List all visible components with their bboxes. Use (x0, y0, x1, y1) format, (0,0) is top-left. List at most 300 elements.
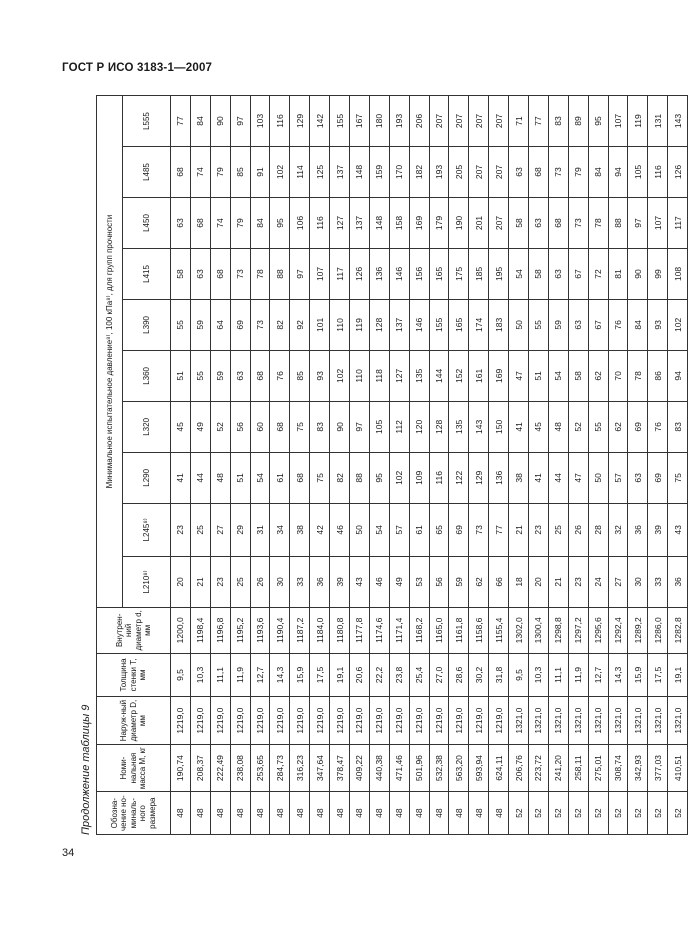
table-cell: 127 (389, 350, 409, 401)
table-row (190, 96, 210, 835)
table-cell: 378,47 (330, 744, 350, 792)
table-cell: 99 (648, 248, 668, 299)
table-row (449, 96, 469, 835)
table-cell: 55 (190, 350, 210, 401)
table-cell: 193 (429, 147, 449, 198)
table-cell: 1171,4 (389, 608, 409, 654)
table-cell: 48 (210, 792, 230, 835)
table-cell: 409,22 (350, 744, 370, 792)
table-cell: 48 (250, 792, 270, 835)
table-cell: 31 (250, 503, 270, 556)
table-row (588, 96, 608, 835)
table-cell: 73 (469, 503, 489, 556)
table-cell: 20 (171, 556, 191, 607)
table-row (210, 96, 230, 835)
header-pressure-group: Минимальное испытательное давление⁸⁾, 100 кПа⁸⁾, для групп прочности (97, 96, 123, 608)
table-cell: 143 (668, 96, 688, 147)
table-cell: 193 (389, 96, 409, 147)
table-cell: 46 (369, 556, 389, 607)
table-cell: 142 (310, 96, 330, 147)
table-cell: 223,72 (529, 744, 549, 792)
table-cell: 377,03 (648, 744, 668, 792)
table-cell: 20 (529, 556, 549, 607)
table-cell: 58 (568, 350, 588, 401)
table-cell: 143 (469, 401, 489, 452)
header-wall-thickness: Толщина стенки T, мм (97, 653, 171, 697)
table-cell: 50 (588, 452, 608, 503)
table-cell: 55 (588, 401, 608, 452)
table-cell: 1295,6 (588, 608, 608, 654)
table-cell: 45 (529, 401, 549, 452)
table-cell: 27 (210, 503, 230, 556)
table-cell: 30,2 (469, 653, 489, 697)
header-grade: L390 (123, 299, 171, 350)
table-cell: 14,3 (270, 653, 290, 697)
table-row (290, 96, 310, 835)
table-cell: 136 (489, 452, 509, 503)
table-cell: 120 (409, 401, 429, 452)
table-cell: 91 (250, 147, 270, 198)
table-cell: 156 (409, 248, 429, 299)
table-cell: 155 (429, 299, 449, 350)
table-cell: 1184,0 (310, 608, 330, 654)
header-grade: L210⁸⁾ (123, 556, 171, 607)
table-cell: 1219,0 (310, 697, 330, 745)
table-cell: 137 (330, 147, 350, 198)
table-cell: 11,9 (230, 653, 250, 697)
table-cell: 73 (568, 198, 588, 249)
table-cell: 75 (668, 452, 688, 503)
table-cell: 89 (568, 96, 588, 147)
table-cell: 19,1 (668, 653, 688, 697)
table-cell: 68 (548, 198, 568, 249)
table-cell: 33 (290, 556, 310, 607)
table-cell: 78 (588, 198, 608, 249)
table-cell: 44 (190, 452, 210, 503)
table-cell: 81 (608, 248, 628, 299)
table-cell: 275,01 (588, 744, 608, 792)
table-cell: 179 (429, 198, 449, 249)
table-cell: 45 (171, 401, 191, 452)
table-cell: 62 (469, 556, 489, 607)
table-cell: 10,3 (190, 653, 210, 697)
table-cell: 30 (628, 556, 648, 607)
table-cell: 563,20 (449, 744, 469, 792)
table-cell: 170 (389, 147, 409, 198)
table-cell: 63 (568, 299, 588, 350)
table-cell: 1298,8 (548, 608, 568, 654)
table-cell: 74 (210, 198, 230, 249)
table-cell: 23 (529, 503, 549, 556)
table-cell: 1196,8 (210, 608, 230, 654)
table-cell: 54 (548, 350, 568, 401)
table-cell: 51 (230, 452, 250, 503)
table-cell: 38 (290, 503, 310, 556)
table-cell: 82 (270, 299, 290, 350)
table-cell: 59 (449, 556, 469, 607)
table-cell: 59 (210, 350, 230, 401)
table-cell: 182 (409, 147, 429, 198)
table-cell: 26 (250, 556, 270, 607)
table-cell: 1219,0 (449, 697, 469, 745)
table-cell: 532,38 (429, 744, 449, 792)
table-cell: 1168,2 (409, 608, 429, 654)
table-cell: 85 (290, 350, 310, 401)
table-cell: 66 (489, 556, 509, 607)
table-cell: 63 (628, 452, 648, 503)
table-cell: 65 (429, 503, 449, 556)
table-cell: 1198,4 (190, 608, 210, 654)
table-cell: 32 (608, 503, 628, 556)
table-cell: 68 (171, 147, 191, 198)
table-cell: 1321,0 (548, 697, 568, 745)
table-row (389, 96, 409, 835)
table-cell: 73 (250, 299, 270, 350)
table-cell: 1158,6 (469, 608, 489, 654)
table-cell: 28 (588, 503, 608, 556)
table-cell: 116 (270, 96, 290, 147)
table-row (409, 96, 429, 835)
table-row (171, 96, 191, 835)
table-cell: 1300,4 (529, 608, 549, 654)
table-cell: 1219,0 (429, 697, 449, 745)
table-cell: 129 (290, 96, 310, 147)
table-cell: 174 (469, 299, 489, 350)
table-cell: 73 (230, 248, 250, 299)
table-cell: 76 (270, 350, 290, 401)
table-cell: 1321,0 (628, 697, 648, 745)
table-cell: 161 (469, 350, 489, 401)
pipe-data-table (96, 95, 688, 835)
table-cell: 69 (628, 401, 648, 452)
table-cell: 1219,0 (369, 697, 389, 745)
header-grade: L555 (123, 96, 171, 147)
table-cell: 1219,0 (171, 697, 191, 745)
table-cell: 1219,0 (230, 697, 250, 745)
table-cell: 1321,0 (608, 697, 628, 745)
table-cell: 1289,2 (628, 608, 648, 654)
table-cell: 175 (449, 248, 469, 299)
table-cell: 52 (210, 401, 230, 452)
table-cell: 1187,2 (290, 608, 310, 654)
table-cell: 20,6 (350, 653, 370, 697)
table-cell: 126 (350, 248, 370, 299)
table-cell: 102 (270, 147, 290, 198)
table-cell: 78 (250, 248, 270, 299)
table-cell: 1219,0 (210, 697, 230, 745)
table-cell: 9,5 (509, 653, 529, 697)
table-cell: 21 (190, 556, 210, 607)
table-cell: 180 (369, 96, 389, 147)
table-cell: 85 (230, 147, 250, 198)
table-cell: 58 (171, 248, 191, 299)
table-cell: 29 (230, 503, 250, 556)
table-cell: 1155,4 (489, 608, 509, 654)
header-designation: Обозна-чение но-миналь-ного размера (97, 792, 171, 835)
table-cell: 253,65 (250, 744, 270, 792)
table-row (509, 96, 529, 835)
table-cell: 1219,0 (250, 697, 270, 745)
table-cell: 70 (608, 350, 628, 401)
table-cell: 97 (230, 96, 250, 147)
table-cell: 165 (449, 299, 469, 350)
header-inner-diameter: Внутрен-ний диаметр d, мм (97, 608, 171, 654)
table-cell: 36 (668, 556, 688, 607)
table-cell: 34 (270, 503, 290, 556)
table-cell: 94 (608, 147, 628, 198)
table-cell: 48 (389, 792, 409, 835)
table-cell: 76 (648, 401, 668, 452)
table-cell: 119 (628, 96, 648, 147)
table-cell: 48 (210, 452, 230, 503)
table-cell: 207 (429, 96, 449, 147)
header-mass: Номи-нальная масса M, кг (97, 744, 171, 792)
table-cell: 207 (469, 147, 489, 198)
table-cell: 97 (350, 401, 370, 452)
table-cell: 205 (449, 147, 469, 198)
table-cell: 75 (310, 452, 330, 503)
table-cell: 440,38 (369, 744, 389, 792)
table-cell: 58 (509, 198, 529, 249)
table-cell: 222,49 (210, 744, 230, 792)
table-cell: 122 (449, 452, 469, 503)
table-cell: 190 (449, 198, 469, 249)
table-cell: 158 (389, 198, 409, 249)
table-cell: 9,5 (171, 653, 191, 697)
table-cell: 61 (270, 452, 290, 503)
table-row (350, 96, 370, 835)
table-cell: 167 (350, 96, 370, 147)
table-cell: 51 (529, 350, 549, 401)
table-cell: 135 (449, 401, 469, 452)
table-cell: 25 (230, 556, 250, 607)
table-cell: 77 (529, 96, 549, 147)
table-cell: 82 (330, 452, 350, 503)
table-cell: 1193,6 (250, 608, 270, 654)
header-grade: L320 (123, 401, 171, 452)
table-cell: 83 (668, 401, 688, 452)
table-row (628, 96, 648, 835)
table-cell: 56 (230, 401, 250, 452)
table-cell: 501,96 (409, 744, 429, 792)
table-row (548, 96, 568, 835)
table-cell: 52 (548, 792, 568, 835)
table-cell: 36 (310, 556, 330, 607)
table-cell: 102 (668, 299, 688, 350)
table-cell: 48 (350, 792, 370, 835)
table-cell: 165 (429, 248, 449, 299)
table-cell: 107 (608, 96, 628, 147)
table-cell: 207 (489, 96, 509, 147)
table-cell: 1282,8 (668, 608, 688, 654)
table-cell: 61 (409, 503, 429, 556)
table-cell: 109 (409, 452, 429, 503)
table-cell: 24 (588, 556, 608, 607)
table-cell: 31,8 (489, 653, 509, 697)
table-cell: 63 (548, 248, 568, 299)
table-cell: 1219,0 (469, 697, 489, 745)
table-cell: 64 (210, 299, 230, 350)
header-grade: L360 (123, 350, 171, 401)
table-cell: 169 (409, 198, 429, 249)
table-row (330, 96, 350, 835)
table-cell: 48 (449, 792, 469, 835)
table-cell: 63 (529, 198, 549, 249)
table-cell: 116 (648, 147, 668, 198)
table-cell: 1219,0 (409, 697, 429, 745)
table-cell: 69 (230, 299, 250, 350)
table-row (429, 96, 449, 835)
table-cell: 86 (648, 350, 668, 401)
table-cell: 97 (290, 248, 310, 299)
table-cell: 59 (190, 299, 210, 350)
table-cell: 128 (429, 401, 449, 452)
table-cell: 1321,0 (509, 697, 529, 745)
table-cell: 62 (608, 401, 628, 452)
table-cell: 1219,0 (190, 697, 210, 745)
table-cell: 108 (668, 248, 688, 299)
table-cell: 90 (210, 96, 230, 147)
table-cell: 18 (509, 556, 529, 607)
table-cell: 1180,8 (330, 608, 350, 654)
table-cell: 25 (190, 503, 210, 556)
table-cell: 342,93 (628, 744, 648, 792)
table-cell: 83 (310, 401, 330, 452)
table-body (171, 96, 688, 835)
table-cell: 79 (568, 147, 588, 198)
table-cell: 207 (489, 147, 509, 198)
table-cell: 1219,0 (290, 697, 310, 745)
table-cell: 105 (369, 401, 389, 452)
table-cell: 53 (409, 556, 429, 607)
table-cell: 125 (310, 147, 330, 198)
table-cell: 15,9 (628, 653, 648, 697)
table-cell: 41 (509, 401, 529, 452)
table-cell: 94 (668, 350, 688, 401)
table-cell: 83 (548, 96, 568, 147)
table-cell: 55 (171, 299, 191, 350)
table-cell: 15,9 (290, 653, 310, 697)
table-cell: 1292,4 (608, 608, 628, 654)
table-cell: 208,37 (190, 744, 210, 792)
table-cell: 1165,0 (429, 608, 449, 654)
table-cell: 1286,0 (648, 608, 668, 654)
table-row (529, 96, 549, 835)
table-cell: 1219,0 (350, 697, 370, 745)
table-cell: 105 (628, 147, 648, 198)
table-cell: 77 (489, 503, 509, 556)
table-cell: 17,5 (310, 653, 330, 697)
table-cell: 93 (310, 350, 330, 401)
table-cell: 46 (330, 503, 350, 556)
table-cell: 410,51 (668, 744, 688, 792)
table-cell: 308,74 (608, 744, 628, 792)
table-cell: 28,6 (449, 653, 469, 697)
table-cell: 52 (648, 792, 668, 835)
header-grade: L485 (123, 147, 171, 198)
table-cell: 206,76 (509, 744, 529, 792)
table-cell: 624,11 (489, 744, 509, 792)
table-cell: 1190,4 (270, 608, 290, 654)
table-cell: 103 (250, 96, 270, 147)
table-cell: 48 (270, 792, 290, 835)
table-cell: 88 (350, 452, 370, 503)
table-cell: 30 (270, 556, 290, 607)
table-cell: 78 (628, 350, 648, 401)
table-cell: 347,64 (310, 744, 330, 792)
table-row (648, 96, 668, 835)
table-cell: 54 (509, 248, 529, 299)
table-cell: 1297,2 (568, 608, 588, 654)
table-cell: 68 (190, 198, 210, 249)
table-cell: 129 (469, 452, 489, 503)
table-cell: 1219,0 (389, 697, 409, 745)
table-cell: 36 (628, 503, 648, 556)
table-cell: 33 (648, 556, 668, 607)
table-cell: 1174,6 (369, 608, 389, 654)
table-cell: 102 (389, 452, 409, 503)
table-cell: 90 (330, 401, 350, 452)
table-cell: 74 (190, 147, 210, 198)
table-cell: 21 (548, 556, 568, 607)
table-cell: 52 (668, 792, 688, 835)
table-cell: 207 (489, 198, 509, 249)
table-cell: 57 (608, 452, 628, 503)
table-cell: 56 (429, 556, 449, 607)
table-cell: 43 (350, 556, 370, 607)
table-cell: 48 (469, 792, 489, 835)
table-cell: 146 (389, 248, 409, 299)
table-cell: 127 (330, 198, 350, 249)
table-cell: 49 (389, 556, 409, 607)
table-cell: 47 (509, 350, 529, 401)
table-row (230, 96, 250, 835)
table-cell: 131 (648, 96, 668, 147)
table-cell: 49 (190, 401, 210, 452)
table-cell: 106 (290, 198, 310, 249)
table-cell: 76 (608, 299, 628, 350)
table-cell: 183 (489, 299, 509, 350)
table-row (489, 96, 509, 835)
table-cell: 11,9 (568, 653, 588, 697)
table-cell: 1219,0 (330, 697, 350, 745)
table-cell: 1321,0 (529, 697, 549, 745)
table-cell: 258,11 (568, 744, 588, 792)
table-cell: 48 (548, 401, 568, 452)
table-cell: 11,1 (210, 653, 230, 697)
table-cell: 55 (529, 299, 549, 350)
table-cell: 84 (190, 96, 210, 147)
table-cell: 63 (171, 198, 191, 249)
table-cell: 84 (588, 147, 608, 198)
table-cell: 593,94 (469, 744, 489, 792)
table-cell: 48 (409, 792, 429, 835)
table-cell: 84 (628, 299, 648, 350)
table-cell: 148 (369, 198, 389, 249)
table-cell: 21 (509, 503, 529, 556)
table-cell: 206 (409, 96, 429, 147)
table-cell: 1321,0 (568, 697, 588, 745)
table-cell: 48 (310, 792, 330, 835)
table-cell: 135 (409, 350, 429, 401)
table-cell: 1321,0 (668, 697, 688, 745)
table-cell: 107 (648, 198, 668, 249)
table-row (369, 96, 389, 835)
table-cell: 52 (568, 401, 588, 452)
table-cell: 110 (330, 299, 350, 350)
table-cell: 119 (350, 299, 370, 350)
table-cell: 23 (568, 556, 588, 607)
